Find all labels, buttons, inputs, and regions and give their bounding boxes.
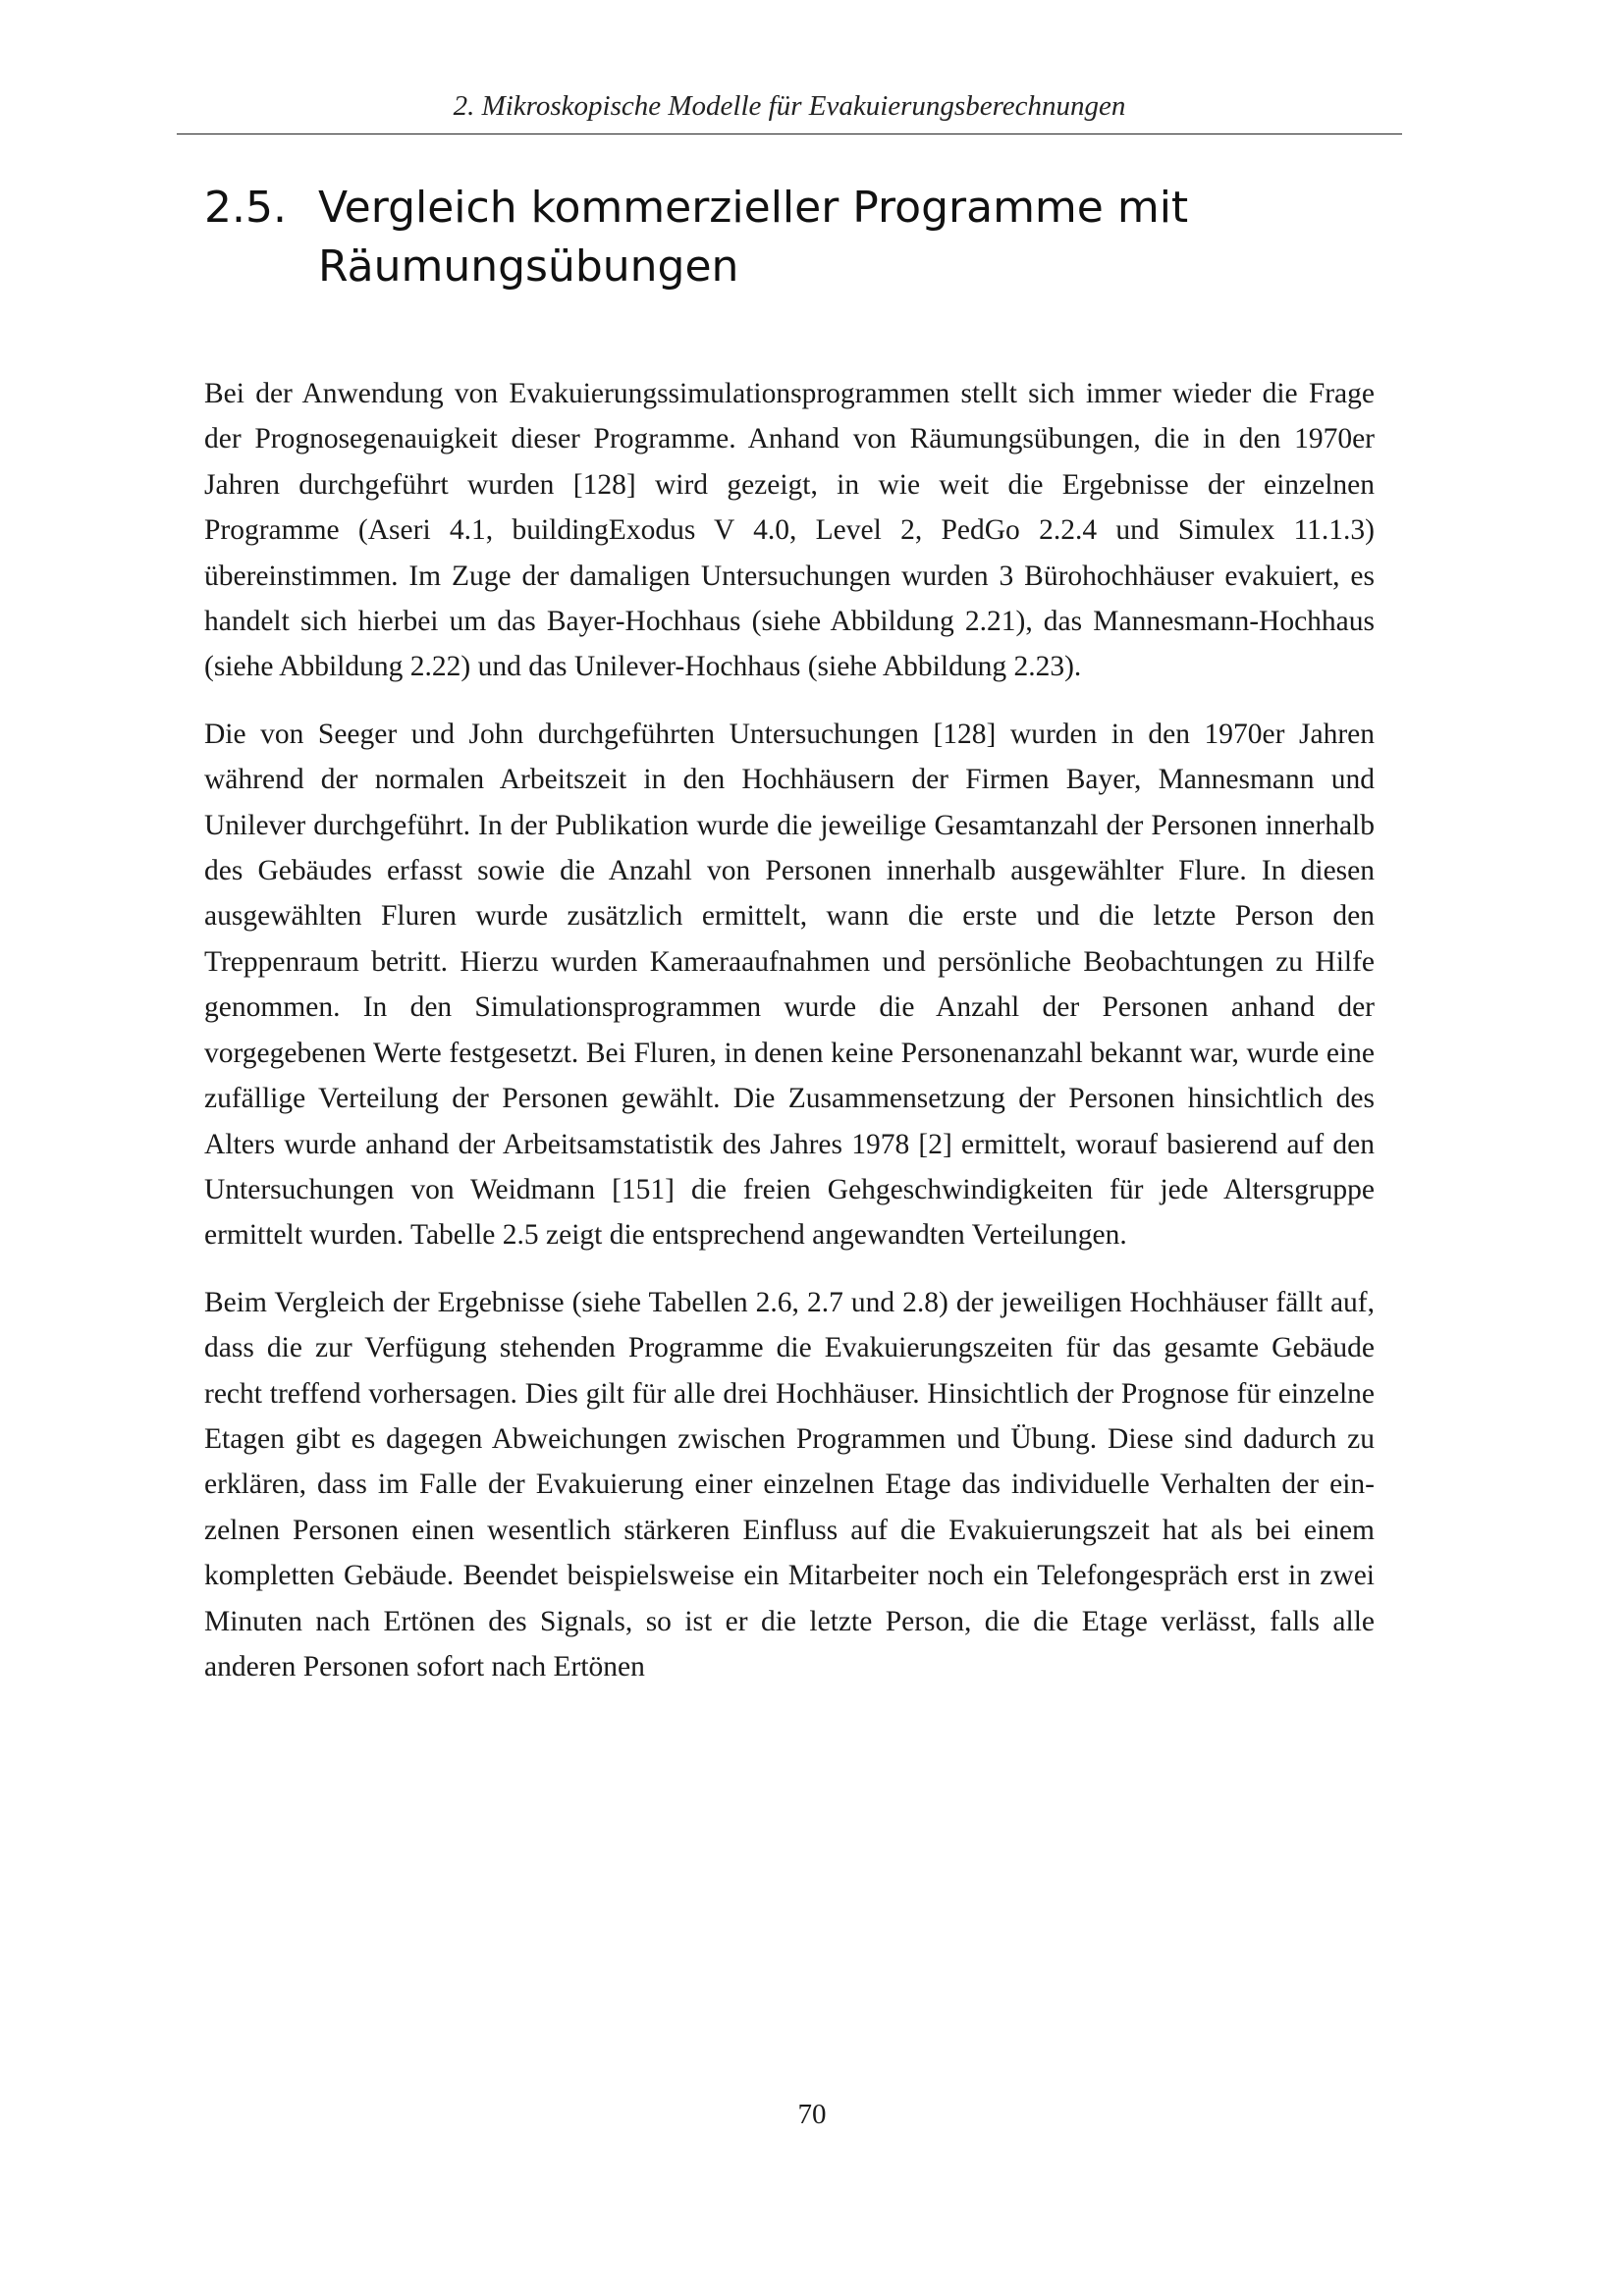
section-heading [204,179,1333,296]
paragraph-3: Beim Vergleich der Ergebnisse (siehe Tabellen 2.6, 2.7 und 2.8) der jeweiligen Hochhäuser fällt auf, dass die zur Verfügung stehenden Programme die Evakuierungszeiten für das gesamte Gebäude recht treffend vorhersagen. Dies gilt für alle drei Hochhäuser. Hinsichtlich der Prognose für einzelne Etagen gibt es dagegen Abweichungen zwischen Programmen und Übung. Diese sind dadurch zu erklären, dass im Falle der Evakuierung einer einzelnen Etage das individuelle Verhalten der einzelnen Personen einen wesentlich stärkeren Einfluss auf die Evakuierungszeit hat als bei einem kompletten Gebäude. Beendet beispielsweise ein Mitarbeiter noch ein Telefongespräch erst in zwei Minuten nach Ertönen des Signals, so ist er die letzte Person, die die Etage verlässt, falls alle anderen Personen sofort nach Ertönen [204,1286,1375,1682]
paragraph-1: Bei der Anwendung von Evakuierungssimulationsprogrammen stellt sich immer wieder die Frage der Prognosegenauigkeit dieser Programme. Anhand von Räumungsübungen, die in den 1970er Jahren durchgeführt wurden [128] wird gezeigt, in wie weit die Ergebnisse der einzelnen Programme (Aseri 4.1, buildingExodus V 4.0, Level 2, PedGo 2.2.4 und Simulex 11.1.3) übereinstimmen. Im Zuge der damaligen Untersuchungen wurden 3 Bürohochhäuser evakuiert, es handelt sich hierbei um das Bayer-Hochhaus (siehe Abbildung 2.21), das Mannesmann-Hochhaus (siehe Abbildung 2.22) und das Unilever-Hochhaus (siehe Abbildung 2.23). [204,378,1375,683]
section-number: 2.5. [204,183,287,233]
paragraph-2: Die von Seeger und John durchgeführten Untersuchungen [128] wurden in den 1970er Jahren während der normalen Arbeitszeit in den Hochhäusern der Firmen Bayer, Mannesmann und Unilever durchgeführt. In der Publikation wurde die jeweilige Gesamtanzahl der Personen innerhalb des Gebäudes erfasst sowie die Anzahl von Personen innerhalb ausgewählter Flure. In diesen ausgewählten Fluren wurde zusätzlich ermittelt, wann die erste und die letzte Person den Treppenraum betritt. Hierzu wurden Kameraaufnahmen und persönliche Beobachtungen zu Hilfe genommen. In den Simulationsprogrammen wurde die Anzahl der Personen anhand der vorgegebenen Werte festgesetzt. Bei Fluren, in denen keine Personenanzahl bekannt war, wurde eine zufällige Verteilung der Personen gewählt. Die Zusammensetzung der Personen hinsichtlich des Alters wurde anhand der Arbeitsamstatistik des Jahres 1978 [2] ermittelt, worauf basierend auf den Untersuchungen von Weidmann [151] die freien Gehgeschwindigkeiten für jede Altersgruppe ermittelt wurden. Tabelle 2.5 zeigt die entsprechend angewandten Verteilungen. [204,718,1375,1252]
header-rule [177,133,1402,134]
body-text [204,371,1375,1711]
page-number: 70 [797,2099,827,2130]
section-title: Vergleich kommerzieller Programme mit Räumungsübungen [318,183,1189,292]
running-header: 2. Mikroskopische Modelle für Evakuierungsberechnungen [453,90,1126,122]
